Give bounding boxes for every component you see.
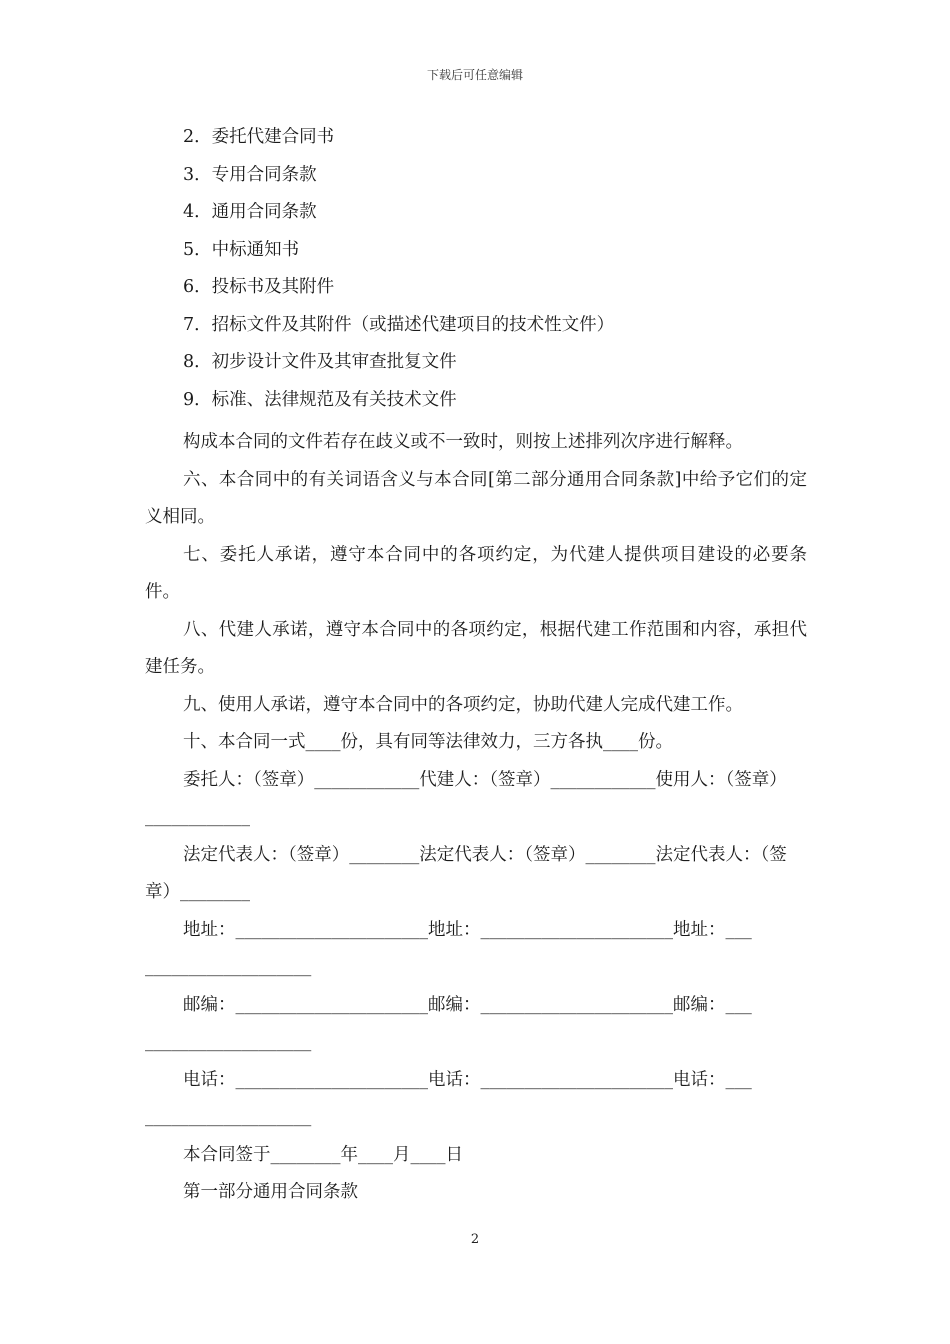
phone-block [145, 1062, 807, 1137]
phone-fields: 电话：______________________电话：______________________电话：___ [183, 1069, 752, 1090]
list-item-8: 8．初步设计文件及其审查批复文件 [183, 352, 457, 372]
clause-7-paragraph: 七、委托人承诺，遵守本合同中的各项约定，为代建人提供项目建设的必要条件。 [145, 544, 807, 602]
page-number: 2 [470, 1232, 480, 1247]
postcode-block [145, 987, 807, 1062]
clause-6-paragraph: 六、本合同中的有关词语含义与本合同[第二部分通用合同条款]中给予它们的定义相同。 [145, 469, 807, 527]
clause-8-paragraph: 八、代建人承诺，遵守本合同中的各项约定，根据代建工作范围和内容，承担代建任务。 [145, 619, 807, 677]
clause-9-paragraph: 九、使用人承诺，遵守本合同中的各项约定，协助代建人完成代建工作。 [183, 694, 743, 715]
list-item-6: 6．投标书及其附件 [183, 277, 335, 297]
list-item-9: 9．标准、法律规范及有关技术文件 [183, 389, 457, 410]
document-body [145, 124, 807, 1212]
clause-10-paragraph: 十、本合同一式____份，具有同等法律效力，三方各执____份。 [183, 732, 673, 752]
postcode-fields-continued: ___________________ [145, 1032, 312, 1052]
list-item-2: 2．委托代建合同书 [183, 127, 335, 147]
address-fields-continued: ___________________ [145, 957, 312, 977]
address-block [145, 912, 807, 987]
list-item-7: 7．招标文件及其附件（或描述代建项目的技术性文件） [183, 314, 615, 335]
signature-parties-line: 委托人：（签章）____________代建人：（签章）____________使用人：（签章）____________ [145, 769, 787, 827]
signing-date-line: 本合同签于________年____月____日 [183, 1144, 463, 1165]
address-fields: 地址：______________________地址：______________________地址：___ [183, 919, 752, 940]
list-item-5: 5．中标通知书 [183, 239, 300, 260]
list-item-4: 4．通用合同条款 [183, 202, 317, 222]
page-header-note: 下载后可任意编辑 [426, 68, 523, 82]
postcode-fields: 邮编：______________________邮编：______________________邮编：___ [183, 994, 752, 1015]
legal-representatives-line: 法定代表人：（签章）________法定代表人：（签章）________法定代表人：（签章）________ [145, 844, 787, 902]
section-heading: 第一部分通用合同条款 [183, 1182, 358, 1202]
list-item-3: 3．专用合同条款 [183, 164, 317, 185]
phone-fields-continued: ___________________ [145, 1107, 312, 1127]
order-of-precedence-paragraph: 构成本合同的文件若存在歧义或不一致时，则按上述排列次序进行解释。 [183, 432, 743, 452]
